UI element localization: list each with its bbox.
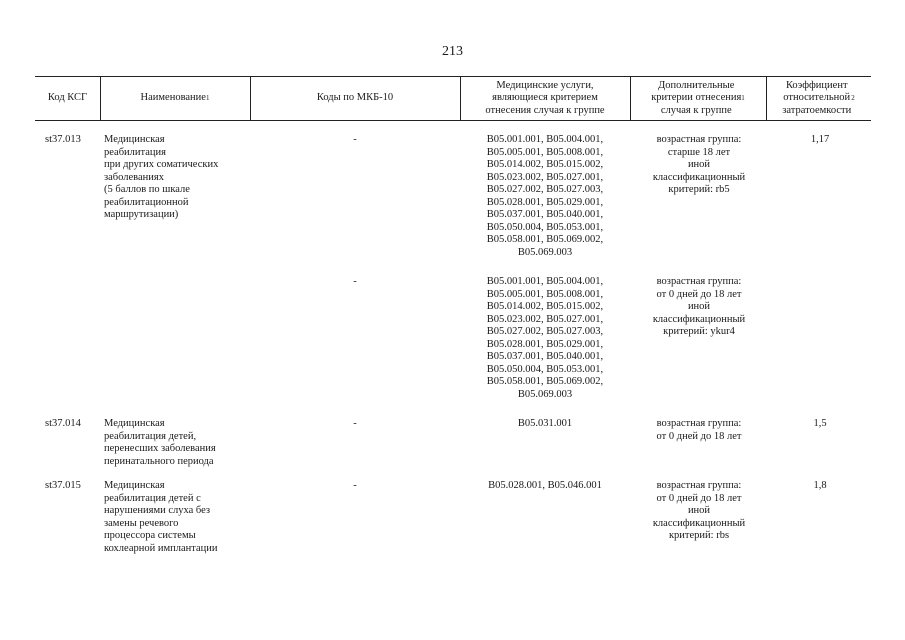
table-header-bottom-rule	[35, 120, 871, 121]
row-coefficient: 1,5	[813, 418, 827, 429]
column-header-coefficient: Коэффициент относительной затратоемкости 2	[782, 79, 855, 116]
column-header-criteria: Дополнительные критерии отнесения случая к группе 1	[651, 79, 745, 116]
row-services: B05.001.001, B05.004.001, B05.005.001, B05.008.001, B05.014.002, B05.015.002, B05.023.002, B05.027.001, B05.027.002, B05.027.003, B05.028.001, B05.029.001, B05.037.001, B05.040.001, B05.050.004, B05.053.001, B05.058.001, B05.069.002, B05.069.003	[486, 276, 604, 400]
column-header-services: Медицинские услуги, являющиеся критерием отнесения случая к группе	[485, 79, 605, 116]
column-header-code: Код КСГ	[47, 92, 88, 104]
row-mkb-codes: -	[353, 134, 357, 145]
row-mkb-codes: -	[353, 276, 357, 287]
row-coefficient: 1,8	[813, 480, 827, 491]
row-mkb-codes: -	[353, 418, 357, 429]
row-services: B05.028.001, B05.046.001	[488, 480, 602, 491]
page-number: 213	[442, 44, 463, 59]
row-code: st37.013	[45, 134, 81, 145]
row-name: Медицинская реабилитация детей с нарушениями слуха без замены речевого процессора системы кохлеарной имплантации	[104, 480, 218, 554]
row-name: Медицинская реабилитация детей, перенесших заболевания перинатального периода	[104, 418, 216, 467]
column-header-name: Наименование 1	[140, 92, 210, 104]
row-criteria: возрастная группа: от 0 дней до 18 лет	[656, 418, 742, 442]
row-code: st37.014	[45, 418, 81, 429]
row-criteria: возрастная группа: от 0 дней до 18 лет иной классификационный критерий: rbs	[652, 480, 746, 541]
row-coefficient: 1,17	[810, 134, 830, 145]
row-name: Медицинская реабилитация при других соматических заболеваниях (5 баллов по шкале реабилитационной маршрутизации)	[104, 134, 219, 220]
column-header-mkb: Коды по МКБ-10	[316, 92, 394, 104]
row-criteria: возрастная группа: от 0 дней до 18 лет иной классификационный критерий: ykur4	[652, 276, 746, 337]
row-mkb-codes: -	[353, 480, 357, 491]
row-criteria: возрастная группа: старше 18 лет иной классификационный критерий: rb5	[652, 134, 746, 195]
row-services: B05.001.001, B05.004.001, B05.005.001, B05.008.001, B05.014.002, B05.015.002, B05.023.002, B05.027.001, B05.027.002, B05.027.003, B05.028.001, B05.029.001, B05.037.001, B05.040.001, B05.050.004, B05.053.001, B05.058.001, B05.069.002, B05.069.003	[486, 134, 604, 258]
row-code: st37.015	[45, 480, 81, 491]
row-services: B05.031.001	[517, 418, 573, 429]
